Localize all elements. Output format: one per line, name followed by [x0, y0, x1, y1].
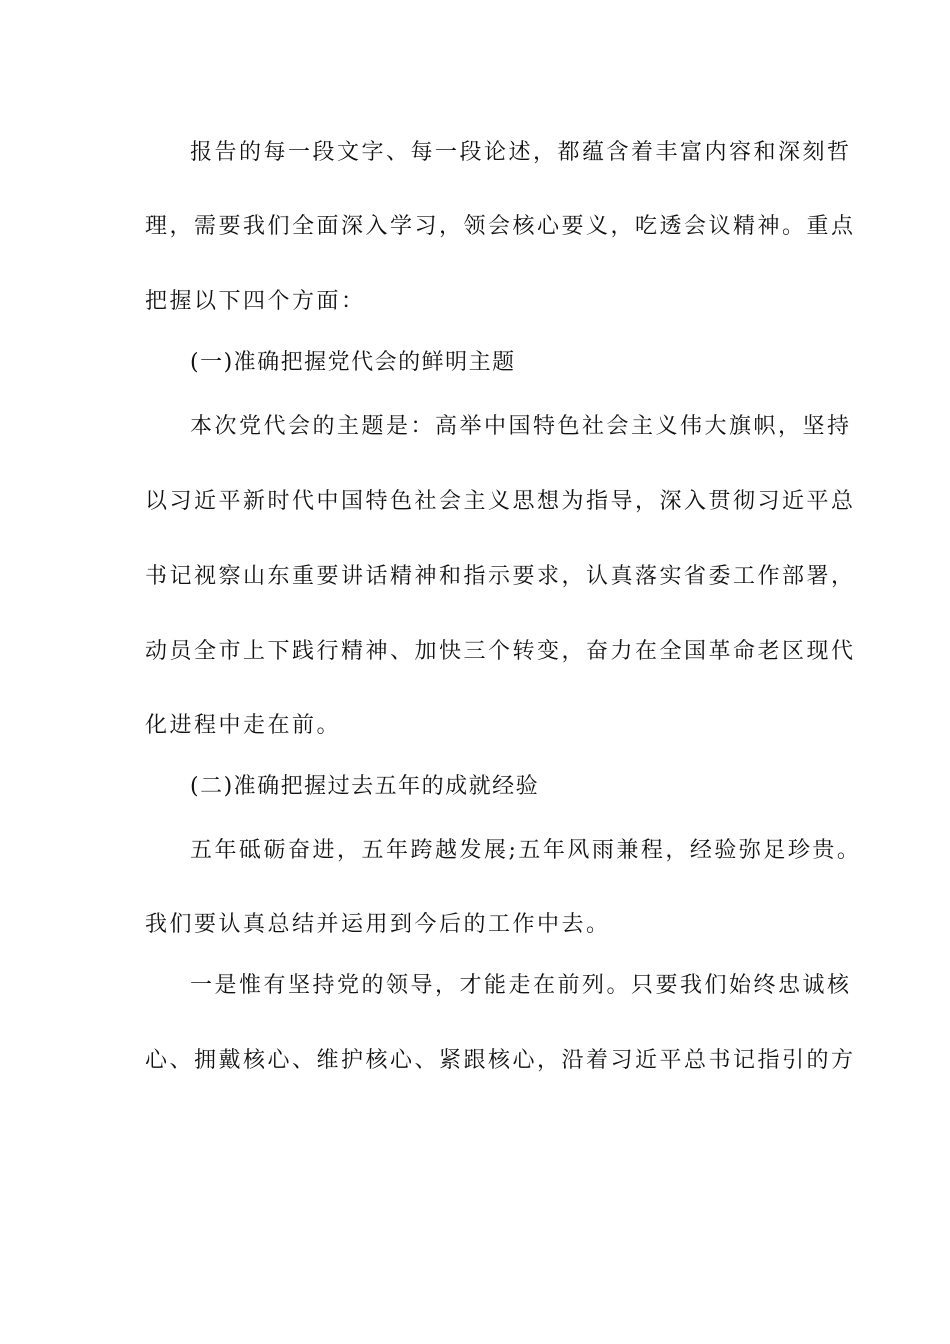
paragraph-4-line-1: 一是惟有坚持党的领导，才能走在前列。只要我们始终忠诚核 — [190, 973, 852, 998]
paragraph-1-line-3: 把握以下四个方面： — [145, 289, 366, 314]
paragraph-2-line-4: 动员全市上下践行精神、加快三个转变，奋力在全国革命老区现代 — [145, 639, 856, 664]
paragraph-3-line-2: 我们要认真总结并运用到今后的工作中去。 — [145, 912, 611, 937]
section-heading-2: (二)准确把握过去五年的成就经验 — [190, 774, 540, 799]
paragraph-3-line-1: 五年砥砺奋进，五年跨越发展;五年风雨兼程，经验弥足珍贵。 — [190, 838, 862, 863]
paragraph-2-line-5: 化进程中走在前。 — [145, 713, 342, 738]
paragraph-1-line-2: 理，需要我们全面深入学习，领会核心要义，吃透会议精神。重点 — [145, 214, 856, 239]
section-heading-1: (一)准确把握党代会的鲜明主题 — [190, 350, 516, 375]
paragraph-1-line-1: 报告的每一段文字、每一段论述，都蕴含着丰富内容和深刻哲 — [190, 140, 852, 165]
paragraph-4-line-2: 心、拥戴核心、维护核心、紧跟核心，沿着习近平总书记指引的方 — [145, 1048, 856, 1073]
paragraph-2-line-2: 以习近平新时代中国特色社会主义思想为指导，深入贯彻习近平总 — [145, 489, 856, 514]
paragraph-2-line-1: 本次党代会的主题是：高举中国特色社会主义伟大旗帜，坚持 — [190, 414, 852, 439]
paragraph-2-line-3: 书记视察山东重要讲话精神和指示要求，认真落实省委工作部署， — [145, 564, 856, 589]
